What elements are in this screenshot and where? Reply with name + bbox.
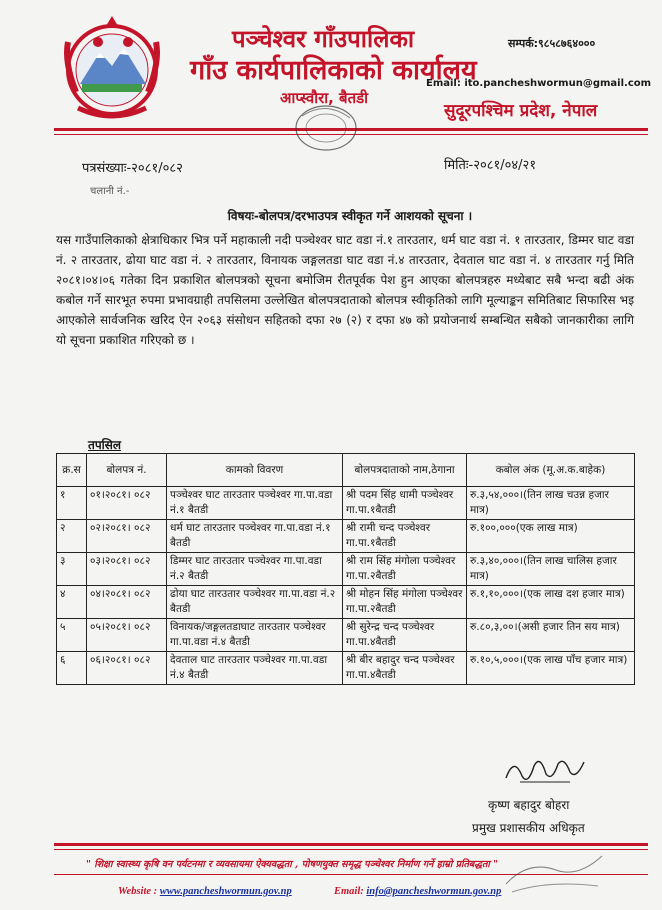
table-row [57, 619, 635, 652]
table-row [57, 520, 635, 553]
cell-amount: रु.१०,५,०००।(एक लाख पाँच हजार मात्र) [467, 652, 635, 685]
col-header-bid-no: बोलपत्र नं. [87, 454, 167, 487]
cell-amount: रु.१००,०००(एक लाख मात्र) [467, 520, 635, 553]
handwritten-signature [500, 752, 590, 788]
cell-serial: ४ [57, 586, 87, 619]
signatory-name: कृष्ण बहादुर बोहरा [488, 798, 570, 812]
cell-bidder: श्री बीर बहादुर चन्द पञ्चेश्वर गा.पा.४बैतडी [343, 652, 467, 685]
office-stamp [278, 96, 374, 156]
notice-subject: विषयः-बोलपत्र/दरभाउपत्र स्वीकृत गर्ने आशयको सूचना । [227, 209, 473, 223]
signatory-title: प्रमुख प्रशासकीय अधिकृत [472, 821, 585, 835]
footer-website [118, 886, 292, 897]
cell-serial: ३ [57, 553, 87, 586]
cell-bidder: श्री पदम सिंह धामी पञ्चेश्वर गा.पा.१बैतडी [343, 487, 467, 520]
col-header-bidder: बोलपत्रदाताको नाम,ठेगाना [343, 454, 467, 487]
email-label: Email: [334, 886, 364, 897]
cell-bidder: श्री सुरेन्द्र चन्द पञ्चेश्वर गा.पा.४बैतडी [343, 619, 467, 652]
table-row [57, 553, 635, 586]
cell-serial: २ [57, 520, 87, 553]
cell-amount: रु.३,४०,०००।(तिन लाख चालिस हजार मात्र) [467, 553, 635, 586]
website-label: Website : [118, 886, 158, 897]
cell-amount: रु.१,१०,०००।(एक लाख दश हजार मात्र) [467, 586, 635, 619]
contact-email: Email: ito.pancheshwormun@gmail.com [426, 78, 652, 89]
cell-work: देवताल घाट तारउतार पञ्चेश्वर गा.पा.वडा नं.४ बैतडी [167, 652, 343, 685]
cell-amount: रु.८०,३,००।(असी हजार तिन सय मात्र) [467, 619, 635, 652]
cell-serial: ६ [57, 652, 87, 685]
reference-number: पत्रसंख्याः-२०८१/०८२ [82, 161, 183, 176]
table-row [57, 652, 635, 685]
details-heading: तपसिल [88, 438, 122, 452]
cell-work: विनायक/जङ्गलतडाघाट तारउतार पञ्चेश्वर गा.पा.वडा नं.४ बैतडी [167, 619, 343, 652]
table-row [57, 586, 635, 619]
dispatch-number: चलानी नं.- [90, 186, 130, 197]
website-link[interactable]: www.pancheshwormun.gov.np [159, 886, 292, 897]
office-title: गाँउ कार्यपालिकाको कार्यालय [190, 55, 477, 86]
province-name: सुदूरपश्चिम प्रदेश, नेपाल [444, 101, 598, 121]
cell-bid-no: ०३।२०८१। ०८२ [87, 553, 167, 586]
cell-bid-no: ०६।२०८१। ०८२ [87, 652, 167, 685]
notice-body: यस गाउँपालिकाको क्षेत्राधिकार भित्र पर्ने महाकाली नदी पञ्चेश्वर घाट वडा नं.१ तारउतार, धर्म घाट वडा नं. १ तारउतार, डिम्मर घाट वडा नं. २ तारउतार, ढोया घाट वडा नं. २ तारउतार, विनायक जङ्गलतडा घाट वडा नं.४ तारउतार, देवताल घाट वडा नं. ४ तारउतार गर्नु मिति २०८१।०४।०६ गतेका दिन प्रकाशित बोलपत्रको सूचना बमोजिम रीतपूर्वक पेश हुन आएका बोलपत्रहरु मध्येबाट सबै भन्दा बढी अंक कबोल गर्ने सारभूत रुपमा प्रभावग्राही तपसिलमा उल्लेखित बोलपत्रदाताको बोलपत्र स्वीकृतिको लागि मूल्याङ्कन समितिबाट सिफारिस भइ आएकोले सार्वजनिक खरिद ऐन २०६३ संसोधन सहितको दफा २७ (२) र दफा ४७ को प्रयोजनार्थ सम्बन्धित सबैको जानकारीका लागि यो सूचना प्रकाशित गरिएको छ । [56, 233, 634, 347]
col-header-amount: कबोल अंक (मू.अ.क.बाहेक) [467, 454, 635, 487]
cell-work: पञ्चेश्वर घाट तारउतार पञ्चेश्वर गा.पा.वडा नं.१ बैतडी [167, 487, 343, 520]
bid-table [56, 453, 635, 685]
email-link[interactable]: info@pancheshwormun.gov.np [366, 886, 502, 897]
footer-slogan: " शिक्षा स्वास्थ्य कृषि वन पर्यटनमा र व्यवसायमा ऐक्यवद्धता , पोषणयुक्त समृद्ध पञ्चेश्वर निर्माण गर्ने हाम्रो प्रतिबद्धता " [86, 859, 499, 870]
cell-work: डिम्मर घाट तारउतार पञ्चेश्वर गा.पा.वडा नं.२ बैतडी [167, 553, 343, 586]
cell-work: ढोया घाट तारउतार पञ्चेश्वर गा.पा.वडा नं.२ बैतडी [167, 586, 343, 619]
cell-bid-no: ०१।२०८१। ०८२ [87, 487, 167, 520]
table-header-row [57, 454, 635, 487]
cell-bidder: श्री रामी चन्द पञ्चेश्वर गा.पा.१बैतडी [343, 520, 467, 553]
table-row [57, 487, 635, 520]
office-address: आप्स्वौरा, बैतडी [280, 89, 369, 107]
col-header-work: कामको विवरण [167, 454, 343, 487]
footer-email [334, 886, 501, 897]
cell-serial: ५ [57, 619, 87, 652]
cell-work: धर्म घाट तारउतार पञ्चेश्वर गा.पा.वडा नं.१ बैतडी [167, 520, 343, 553]
office-name: पञ्चेश्वर गाँउपालिका [232, 25, 415, 53]
signature-stamp [498, 840, 610, 900]
cell-bidder: श्री राम सिंह मंगोला पञ्चेश्वर गा.पा.२बैतडी [343, 553, 467, 586]
contact-phone: सम्पर्क:९८५८७६४००० [508, 37, 596, 50]
cell-serial: १ [57, 487, 87, 520]
cell-bidder: श्री मोहन सिंह मंगोला पञ्चेश्वर गा.पा.२बैतडी [343, 586, 467, 619]
letter-date: मितिः-२०८१/०४/२१ [444, 158, 537, 173]
cell-amount: रु.३,५४,०००।(तिन लाख चउन्न हजार मात्र) [467, 487, 635, 520]
cell-bid-no: ०५।२०८१। ०८२ [87, 619, 167, 652]
col-header-serial: क्र.स [57, 454, 87, 487]
emblem-logo [58, 12, 166, 124]
cell-bid-no: ०२।२०८१। ०८२ [87, 520, 167, 553]
cell-bid-no: ०४।२०८१। ०८२ [87, 586, 167, 619]
